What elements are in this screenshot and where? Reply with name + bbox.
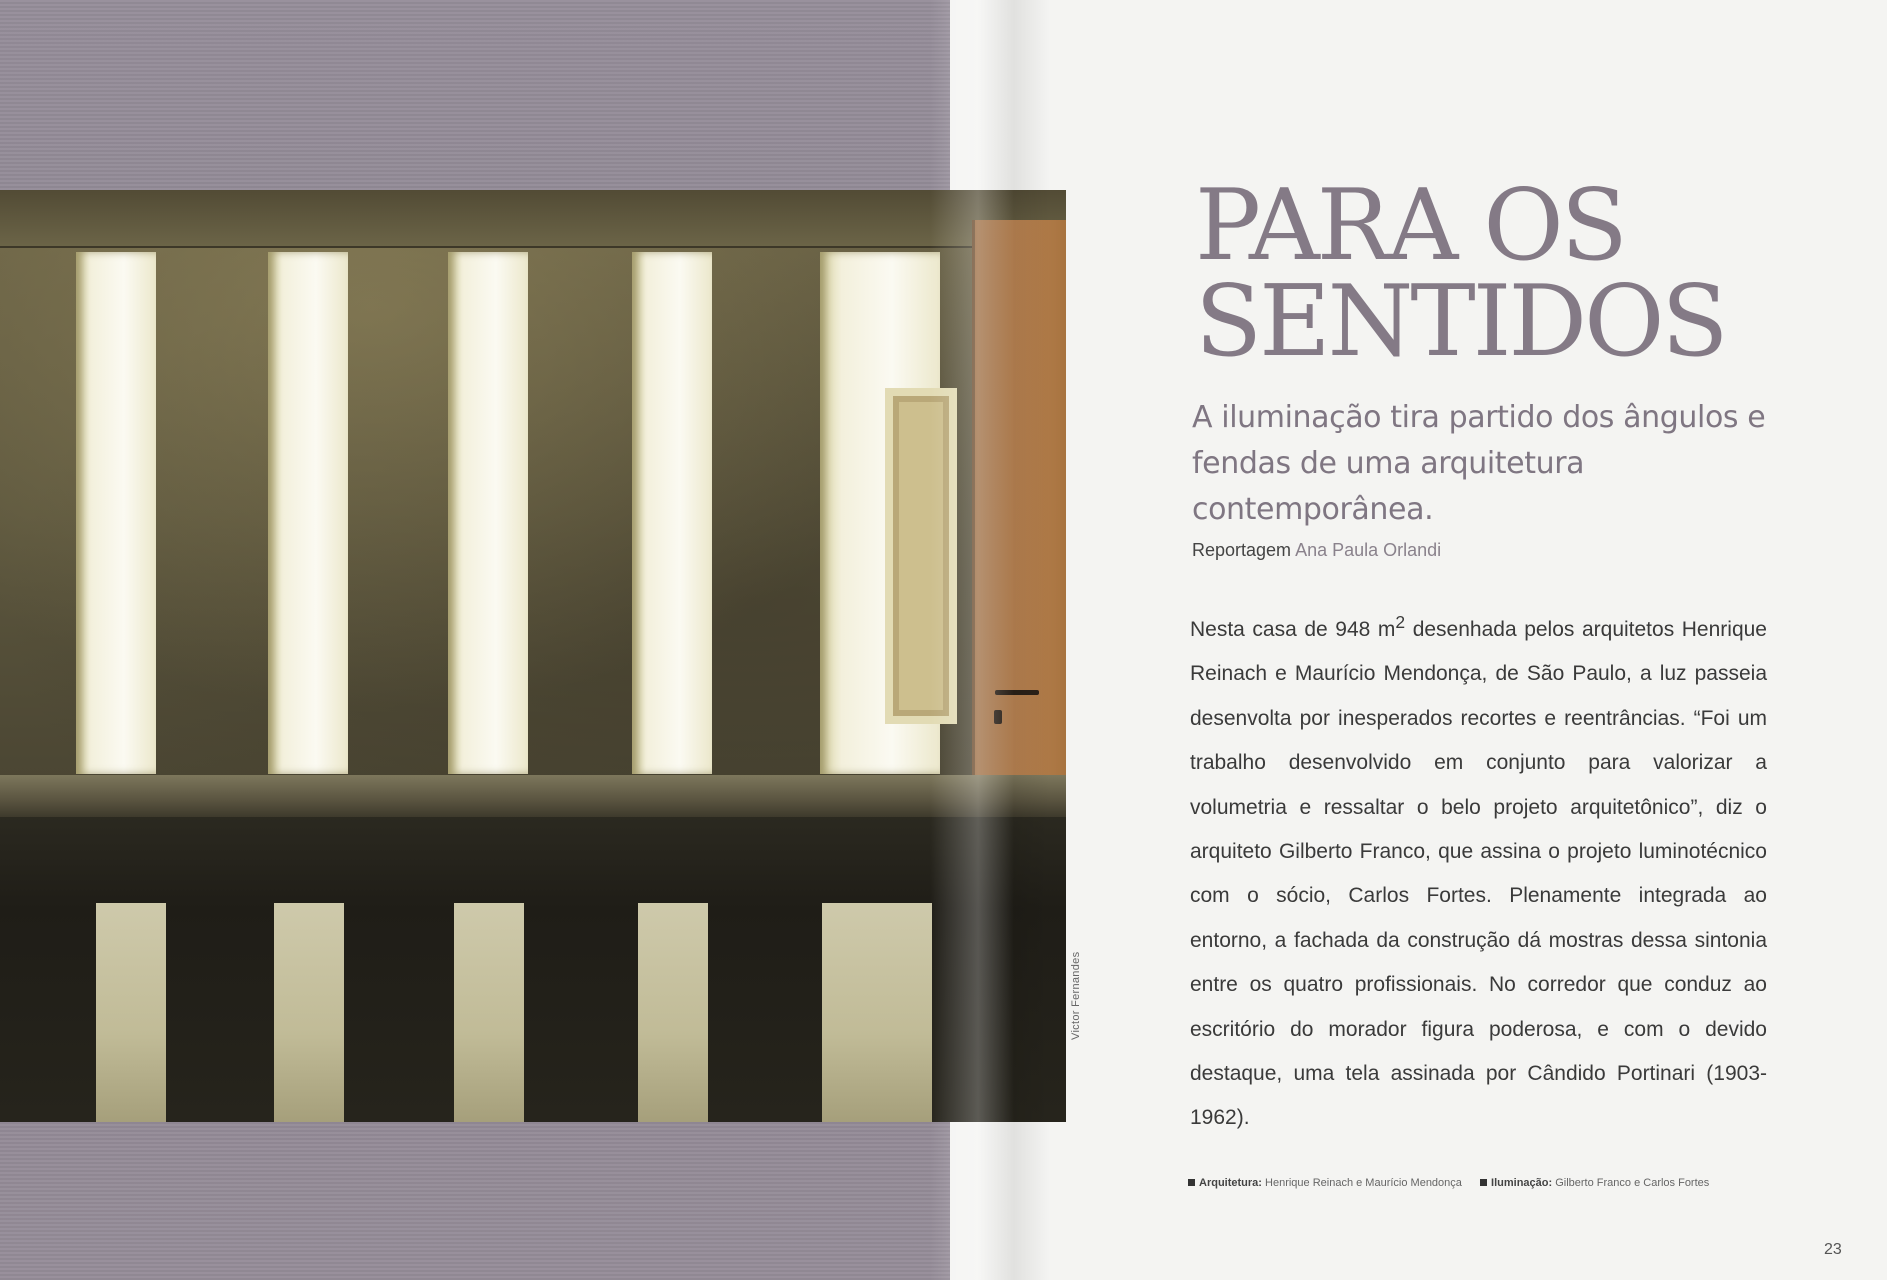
photo-door-lock — [994, 710, 1002, 724]
architecture-photo — [0, 190, 1066, 1122]
credit-architecture-value: Henrique Reinach e Maurício Mendonça — [1265, 1177, 1462, 1189]
photo-reflection — [454, 903, 524, 1122]
credit-architecture-label: Arquitetura: — [1199, 1177, 1262, 1189]
byline-author: Ana Paula Orlandi — [1295, 540, 1442, 560]
photo-wall-top — [0, 190, 1066, 248]
photo-reflection — [638, 903, 708, 1122]
photo-light-slot — [632, 252, 712, 774]
credit-lighting-label: Iluminação: — [1491, 1177, 1553, 1189]
photo-ledge — [0, 775, 1066, 817]
page-number: 23 — [1824, 1241, 1842, 1258]
photo-door — [972, 220, 1066, 780]
article-title-line-1: PARA OS — [1195, 169, 1625, 283]
article-title — [1195, 169, 1795, 379]
square-bullet-icon — [1188, 1179, 1195, 1186]
photo-painting-frame — [885, 388, 957, 724]
photo-door-handle — [995, 690, 1039, 695]
article-body-rest: desenhada pelos arquitetos Henrique Reinach e Maurício Mendonça, de São Paulo, a luz passeia desenvolta por inesperados recortes e reentrâncias. “Foi um trabalho desenvolvido em conjunto para valorizar a volumetria e ressaltar o belo projeto arquitetônico”, diz o arquiteto Gilberto Franco, que assina o projeto luminotécnico com o sócio, Carlos Fortes. Plenamente integrada ao entorno, a fachada da construção dá mostras dessa sintonia entre os quatro profissionais. No corredor que conduz ao escritório do morador figura poderosa, e com o devido destaque, uma tela assinada por Cândido Portinari (1903-1962). — [1190, 618, 1767, 1130]
photo-light-slot — [268, 252, 348, 774]
article-body — [1190, 600, 1767, 1141]
photo-light-slot — [448, 252, 528, 774]
credit-lighting-value: Gilberto Franco e Carlos Fortes — [1555, 1177, 1710, 1189]
article-title-line-2: SENTIDOS — [1195, 265, 1726, 379]
photo-reflection — [822, 903, 932, 1122]
byline-label: Reportagem — [1192, 540, 1292, 560]
photo-reflection — [96, 903, 166, 1122]
photo-reflecting-pool — [0, 817, 1066, 1122]
article-subtitle: A iluminação tira partido dos ângulos e fendas de uma arquitetura contemporânea. — [1192, 400, 1766, 527]
photo-light-slot — [76, 252, 156, 774]
credits-line — [1188, 1177, 1709, 1189]
square-bullet-icon — [1480, 1179, 1487, 1186]
photo-credit: Victor Fernandes — [1070, 951, 1082, 1040]
photo-reflection — [274, 903, 344, 1122]
area-superscript: 2 — [1395, 612, 1406, 632]
article-body-start: Nesta casa de 948 m — [1190, 618, 1396, 641]
byline — [1192, 540, 1441, 561]
